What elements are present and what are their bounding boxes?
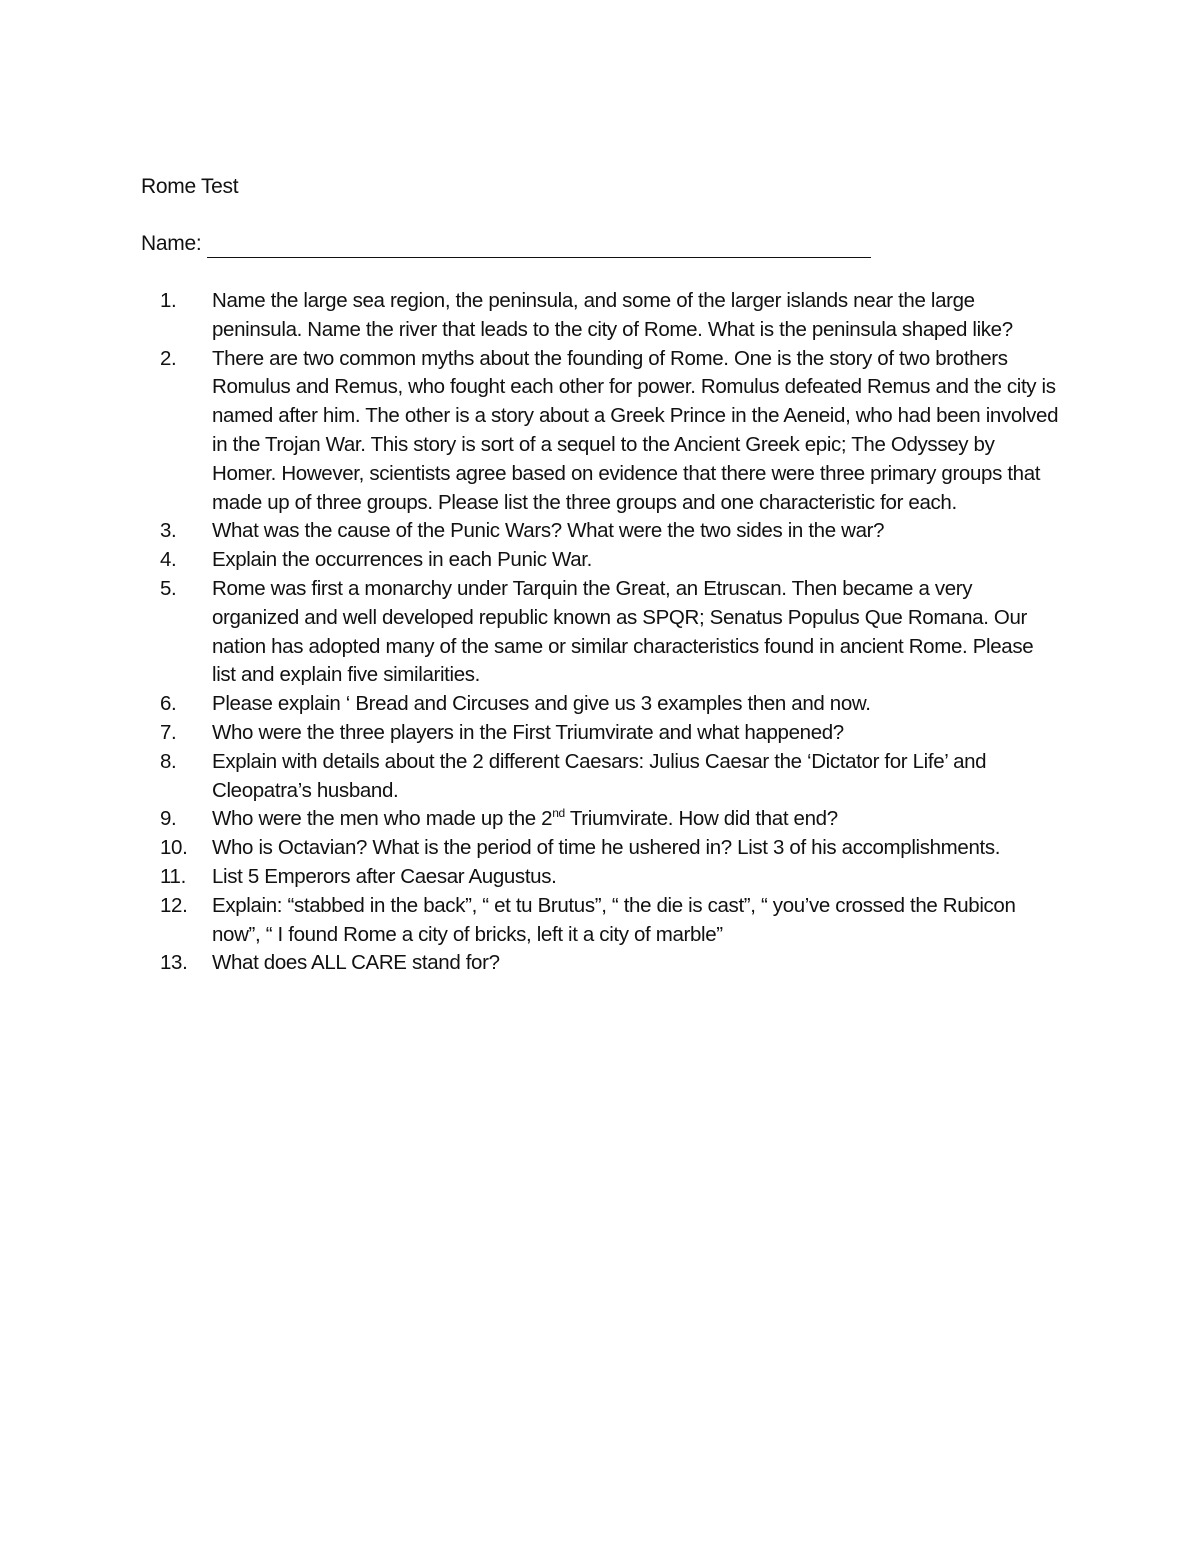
question-item	[160, 690, 1060, 719]
question-number: 11.	[160, 864, 186, 888]
question-number: 4.	[160, 548, 177, 572]
question-text: Who were the three players in the First Triumvirate and what happened?	[212, 720, 844, 744]
question-item	[160, 517, 1060, 546]
ordinal-superscript: nd	[552, 806, 565, 821]
question-item	[160, 719, 1060, 748]
name-blank-line	[207, 235, 871, 258]
question-item	[160, 287, 1060, 345]
question-item	[160, 949, 1060, 978]
question-number: 6.	[160, 692, 177, 716]
question-text: Explain the occurrences in each Punic War.	[212, 548, 592, 572]
question-text: List 5 Emperors after Caesar Augustus.	[212, 864, 557, 888]
question-text: What does ALL CARE stand for?	[212, 951, 500, 975]
question-number: 12.	[160, 893, 188, 917]
page-title: Rome Test	[141, 175, 239, 198]
question-item	[160, 345, 1060, 518]
question-text-before: Who were the men who made up the 2	[212, 807, 553, 831]
question-item	[160, 575, 1060, 690]
question-number: 9.	[160, 807, 177, 831]
question-text: Explain: “stabbed in the back”, “ et tu Brutus”, “ the die is cast”, “ you’ve crossed the Rubicon now”, “ I found Rome a city of bricks, left it a city of marble”	[212, 893, 1016, 946]
question-text	[212, 805, 1060, 834]
question-item	[160, 805, 1060, 834]
question-text: Please explain ‘ Bread and Circuses and give us 3 examples then and now.	[212, 692, 871, 716]
question-text: There are two common myths about the founding of Rome. One is the story of two brothers Romulus and Remus, who fought each other for power. Romulus defeated Remus and the city is named after him. The other is a story about a Greek Prince in the Aeneid, who had been involved in the Trojan War. This story is sort of a sequel to the Ancient Greek epic; The Odyssey by Homer. However, scientists agree based on evidence that there were three primary groups that made up of three groups. Please list the three groups and one characteristic for each.	[212, 346, 1059, 514]
question-text: Explain with details about the 2 different Caesars: Julius Caesar the ‘Dictator for Life’ and Cleopatra’s husband.	[212, 749, 987, 802]
name-field-row	[141, 230, 871, 258]
name-label: Name:	[141, 232, 202, 255]
question-number: 2.	[160, 346, 177, 370]
question-item	[160, 892, 1060, 950]
question-number: 5.	[160, 576, 177, 600]
question-text: What was the cause of the Punic Wars? What were the two sides in the war?	[212, 519, 885, 543]
question-item	[160, 863, 1060, 892]
question-number: 3.	[160, 519, 177, 543]
question-text: Rome was first a monarchy under Tarquin the Great, an Etruscan. Then became a very organized and well developed republic known as SPQR; Senatus Populus Que Romana. Our nation has adopted many of the same or similar characteristics found in ancient Rome. Please list and explain five similarities.	[212, 576, 1034, 687]
question-item	[160, 748, 1060, 806]
question-number: 1.	[160, 289, 177, 312]
question-number: 7.	[160, 720, 177, 744]
question-list	[160, 287, 1060, 978]
question-text: Who is Octavian? What is the period of time he ushered in? List 3 of his accomplishments.	[212, 836, 1001, 860]
question-text: Name the large sea region, the peninsula, and some of the larger islands near the large peninsula. Name the river that leads to the city of Rome. What is the peninsula shaped like?	[212, 289, 1013, 341]
question-item	[160, 546, 1060, 575]
question-number: 8.	[160, 749, 177, 773]
question-number: 10.	[160, 836, 188, 860]
question-text-after: Triumvirate. How did that end?	[564, 807, 838, 831]
question-item	[160, 834, 1060, 863]
question-number: 13.	[160, 951, 188, 975]
